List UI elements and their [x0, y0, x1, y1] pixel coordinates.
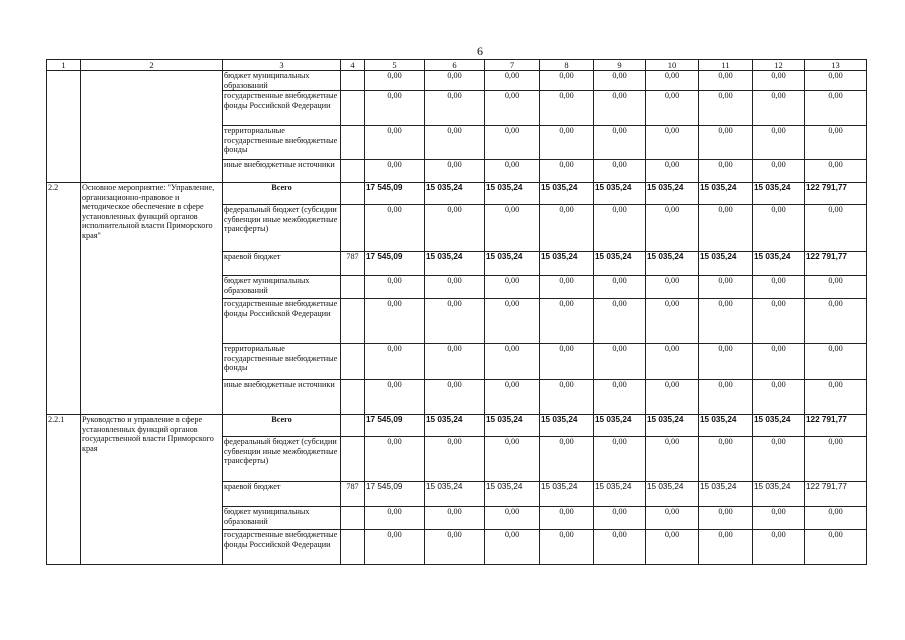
amount-cell: 0,00	[365, 91, 425, 126]
amount-cell: 0,00	[365, 276, 425, 299]
table-row	[47, 415, 867, 437]
funding-source-cell: территориальные государственные внебюджетные фонды	[223, 344, 341, 380]
amount-cell: 0,00	[485, 437, 540, 482]
amount-cell: 15 035,24	[594, 252, 646, 276]
amount-cell: 0,00	[540, 71, 594, 91]
amount-cell: 0,00	[699, 276, 753, 299]
amount-cell: 0,00	[805, 437, 867, 482]
amount-cell: 0,00	[425, 437, 485, 482]
amount-cell: 15 035,24	[646, 252, 699, 276]
funding-source-cell: территориальные государственные внебюджетные фонды	[223, 126, 341, 160]
funding-source-cell: федеральный бюджет (субсидии субвенции иные межбюджетные трансферты)	[223, 437, 341, 482]
amount-cell: 15 035,24	[540, 482, 594, 507]
amount-cell: 0,00	[594, 507, 646, 530]
activity-name-cell: Руководство и управление в сфере установленных функций органов государственной власти Приморского края	[81, 415, 223, 565]
code-cell	[341, 71, 365, 91]
code-cell	[341, 299, 365, 344]
code-cell	[341, 205, 365, 252]
header-cell: 1	[47, 60, 81, 71]
funding-source-cell: краевой бюджет	[223, 252, 341, 276]
amount-cell: 0,00	[646, 344, 699, 380]
amount-cell: 0,00	[753, 299, 805, 344]
amount-cell: 0,00	[699, 344, 753, 380]
amount-cell: 0,00	[805, 276, 867, 299]
funding-source-cell: иные внебюджетные источники	[223, 380, 341, 415]
amount-cell: 0,00	[365, 530, 425, 565]
amount-cell: 0,00	[594, 344, 646, 380]
amount-cell: 122 791,77	[805, 415, 867, 437]
amount-cell: 122 791,77	[805, 183, 867, 205]
amount-cell: 0,00	[540, 344, 594, 380]
code-cell	[341, 507, 365, 530]
item-number-cell	[47, 71, 81, 183]
amount-cell: 15 035,24	[753, 183, 805, 205]
amount-cell: 0,00	[646, 380, 699, 415]
amount-cell: 0,00	[540, 276, 594, 299]
amount-cell: 0,00	[699, 530, 753, 565]
amount-cell: 0,00	[699, 380, 753, 415]
code-cell: 787	[341, 482, 365, 507]
amount-cell: 0,00	[699, 71, 753, 91]
amount-cell: 0,00	[594, 530, 646, 565]
amount-cell: 15 035,24	[753, 252, 805, 276]
code-cell: 787	[341, 252, 365, 276]
funding-source-cell: иные внебюджетные источники	[223, 160, 341, 183]
table-row	[47, 71, 867, 91]
amount-cell: 0,00	[365, 160, 425, 183]
amount-cell: 0,00	[485, 507, 540, 530]
amount-cell: 0,00	[699, 126, 753, 160]
code-cell	[341, 160, 365, 183]
amount-cell: 0,00	[540, 299, 594, 344]
amount-cell: 0,00	[805, 71, 867, 91]
amount-cell: 0,00	[485, 380, 540, 415]
amount-cell: 0,00	[646, 437, 699, 482]
amount-cell: 17 545,09	[365, 252, 425, 276]
amount-cell: 0,00	[425, 276, 485, 299]
amount-cell: 0,00	[646, 91, 699, 126]
header-cell: 6	[425, 60, 485, 71]
amount-cell: 15 035,24	[646, 183, 699, 205]
amount-cell: 17 545,09	[365, 183, 425, 205]
amount-cell: 15 035,24	[540, 415, 594, 437]
amount-cell: 17 545,09	[365, 415, 425, 437]
amount-cell: 0,00	[540, 91, 594, 126]
amount-cell: 122 791,77	[805, 252, 867, 276]
code-cell	[341, 126, 365, 160]
amount-cell: 15 035,24	[753, 482, 805, 507]
amount-cell: 0,00	[646, 507, 699, 530]
amount-cell: 0,00	[753, 205, 805, 252]
amount-cell: 0,00	[594, 276, 646, 299]
amount-cell: 15 035,24	[540, 183, 594, 205]
funding-source-cell: бюджет муниципальных образований	[223, 276, 341, 299]
amount-cell: 15 035,24	[699, 415, 753, 437]
table-row	[47, 183, 867, 205]
amount-cell: 0,00	[646, 276, 699, 299]
amount-cell: 0,00	[425, 380, 485, 415]
header-cell: 11	[699, 60, 753, 71]
amount-cell: 15 035,24	[699, 252, 753, 276]
code-cell	[341, 91, 365, 126]
amount-cell: 0,00	[485, 299, 540, 344]
amount-cell: 15 035,24	[699, 482, 753, 507]
amount-cell: 0,00	[425, 160, 485, 183]
amount-cell: 0,00	[805, 160, 867, 183]
amount-cell: 0,00	[365, 71, 425, 91]
header-cell: 10	[646, 60, 699, 71]
amount-cell: 0,00	[753, 380, 805, 415]
amount-cell: 0,00	[540, 126, 594, 160]
header-cell: 12	[753, 60, 805, 71]
header-cell: 8	[540, 60, 594, 71]
amount-cell: 0,00	[485, 160, 540, 183]
amount-cell: 0,00	[699, 91, 753, 126]
code-cell	[341, 276, 365, 299]
amount-cell: 0,00	[594, 437, 646, 482]
amount-cell: 0,00	[805, 205, 867, 252]
amount-cell: 15 035,24	[646, 415, 699, 437]
amount-cell: 0,00	[805, 91, 867, 126]
amount-cell: 0,00	[425, 344, 485, 380]
amount-cell: 0,00	[805, 299, 867, 344]
amount-cell: 0,00	[753, 344, 805, 380]
amount-cell: 0,00	[540, 380, 594, 415]
amount-cell: 0,00	[753, 507, 805, 530]
amount-cell: 15 035,24	[594, 482, 646, 507]
header-cell: 4	[341, 60, 365, 71]
amount-cell: 0,00	[540, 530, 594, 565]
amount-cell: 0,00	[699, 205, 753, 252]
amount-cell: 0,00	[805, 530, 867, 565]
amount-cell: 15 035,24	[594, 183, 646, 205]
page-number: 6	[477, 44, 483, 58]
amount-cell: 15 035,24	[425, 183, 485, 205]
code-cell	[341, 183, 365, 205]
amount-cell: 0,00	[425, 299, 485, 344]
amount-cell: 0,00	[594, 71, 646, 91]
amount-cell: 0,00	[425, 530, 485, 565]
amount-cell: 0,00	[594, 205, 646, 252]
amount-cell: 15 035,24	[753, 415, 805, 437]
header-cell: 13	[805, 60, 867, 71]
item-number-cell: 2.2	[47, 183, 81, 415]
header-cell: 9	[594, 60, 646, 71]
amount-cell: 0,00	[753, 160, 805, 183]
amount-cell: 0,00	[540, 437, 594, 482]
amount-cell: 0,00	[365, 437, 425, 482]
amount-cell: 0,00	[805, 344, 867, 380]
amount-cell: 0,00	[425, 205, 485, 252]
amount-cell: 15 035,24	[425, 482, 485, 507]
amount-cell: 15 035,24	[540, 252, 594, 276]
amount-cell: 0,00	[753, 91, 805, 126]
amount-cell: 0,00	[594, 126, 646, 160]
amount-cell: 0,00	[365, 126, 425, 160]
amount-cell: 0,00	[540, 205, 594, 252]
amount-cell: 15 035,24	[425, 415, 485, 437]
funding-source-cell: краевой бюджет	[223, 482, 341, 507]
amount-cell: 0,00	[485, 91, 540, 126]
amount-cell: 15 035,24	[699, 183, 753, 205]
header-cell: 5	[365, 60, 425, 71]
amount-cell: 0,00	[646, 126, 699, 160]
amount-cell: 0,00	[540, 507, 594, 530]
amount-cell: 17 545,09	[365, 482, 425, 507]
activity-name-cell	[81, 71, 223, 183]
amount-cell: 0,00	[646, 530, 699, 565]
amount-cell: 0,00	[365, 380, 425, 415]
funding-source-cell: государственные внебюджетные фонды Российской Федерации	[223, 299, 341, 344]
amount-cell: 0,00	[485, 71, 540, 91]
amount-cell: 0,00	[646, 160, 699, 183]
amount-cell: 15 035,24	[485, 415, 540, 437]
amount-cell: 0,00	[699, 299, 753, 344]
amount-cell: 0,00	[699, 507, 753, 530]
amount-cell: 0,00	[699, 160, 753, 183]
amount-cell: 0,00	[594, 380, 646, 415]
amount-cell: 15 035,24	[594, 415, 646, 437]
header-cell: 2	[81, 60, 223, 71]
amount-cell: 0,00	[365, 205, 425, 252]
funding-source-cell: Всего	[223, 183, 341, 205]
amount-cell: 0,00	[753, 530, 805, 565]
amount-cell: 0,00	[594, 91, 646, 126]
amount-cell: 0,00	[646, 299, 699, 344]
amount-cell: 0,00	[805, 126, 867, 160]
amount-cell: 15 035,24	[485, 482, 540, 507]
amount-cell: 0,00	[753, 276, 805, 299]
code-cell	[341, 530, 365, 565]
amount-cell: 0,00	[485, 344, 540, 380]
code-cell	[341, 380, 365, 415]
funding-source-cell: государственные внебюджетные фонды Российской Федерации	[223, 91, 341, 126]
funding-source-cell: бюджет муниципальных образований	[223, 507, 341, 530]
funding-source-cell: бюджет муниципальных образований	[223, 71, 341, 91]
amount-cell: 0,00	[485, 205, 540, 252]
funding-source-cell: государственные внебюджетные фонды Российской Федерации	[223, 530, 341, 565]
activity-name-cell: Основное мероприятие: "Управление, организационно-правовое и методическое обеспечение в сфере установленных функций органов исполнительной власти Приморского края"	[81, 183, 223, 415]
funding-source-cell: федеральный бюджет (субсидии субвенции иные межбюджетные трансферты)	[223, 205, 341, 252]
header-cell: 7	[485, 60, 540, 71]
amount-cell: 0,00	[365, 299, 425, 344]
amount-cell: 0,00	[485, 126, 540, 160]
item-number-cell: 2.2.1	[47, 415, 81, 565]
amount-cell: 0,00	[753, 437, 805, 482]
amount-cell: 0,00	[540, 160, 594, 183]
amount-cell: 0,00	[425, 507, 485, 530]
amount-cell: 0,00	[646, 71, 699, 91]
amount-cell: 15 035,24	[425, 252, 485, 276]
funding-source-cell: Всего	[223, 415, 341, 437]
amount-cell: 15 035,24	[485, 252, 540, 276]
amount-cell: 0,00	[365, 344, 425, 380]
amount-cell: 0,00	[425, 126, 485, 160]
header-cell: 3	[223, 60, 341, 71]
amount-cell: 0,00	[425, 71, 485, 91]
code-cell	[341, 415, 365, 437]
amount-cell: 0,00	[753, 71, 805, 91]
amount-cell: 0,00	[425, 91, 485, 126]
amount-cell: 0,00	[594, 299, 646, 344]
amount-cell: 0,00	[594, 160, 646, 183]
amount-cell: 0,00	[699, 437, 753, 482]
amount-cell: 15 035,24	[646, 482, 699, 507]
code-cell	[341, 344, 365, 380]
budget-table	[46, 59, 867, 565]
amount-cell: 0,00	[485, 530, 540, 565]
amount-cell: 0,00	[805, 507, 867, 530]
amount-cell: 0,00	[646, 205, 699, 252]
amount-cell: 15 035,24	[485, 183, 540, 205]
amount-cell: 122 791,77	[805, 482, 867, 507]
amount-cell: 0,00	[485, 276, 540, 299]
table-header-row	[47, 60, 867, 71]
amount-cell: 0,00	[365, 507, 425, 530]
amount-cell: 0,00	[753, 126, 805, 160]
code-cell	[341, 437, 365, 482]
amount-cell: 0,00	[805, 380, 867, 415]
